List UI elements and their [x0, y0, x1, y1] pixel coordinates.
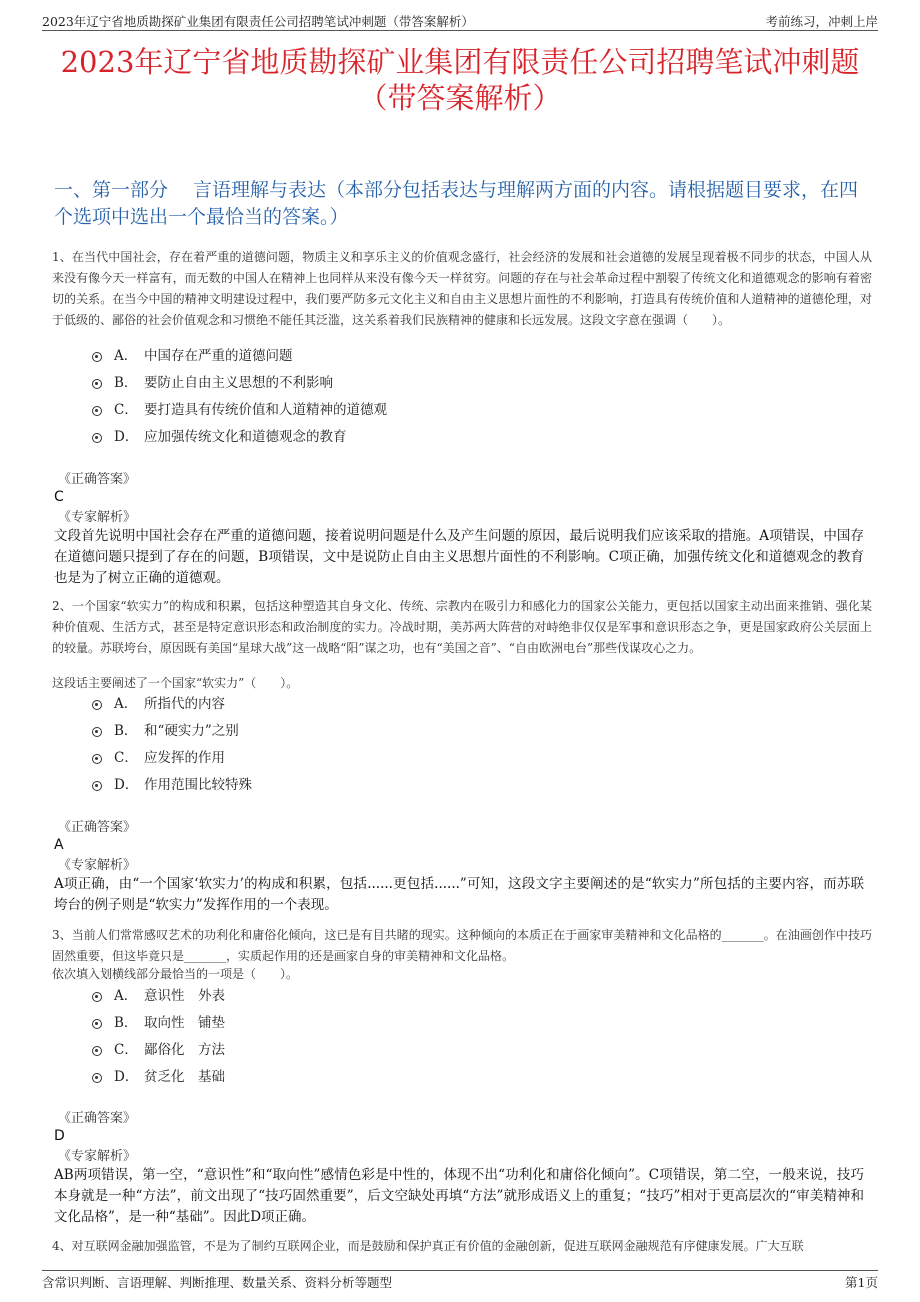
option-text: 作用范围比较特殊: [144, 777, 252, 793]
radio-icon[interactable]: [92, 727, 102, 737]
option-letter: D．: [114, 1069, 139, 1085]
radio-icon[interactable]: [92, 433, 102, 443]
question-2-text: 2、一个国家“软实力”的构成和积累，包括这种塑造其自身文化、传统、宗教内在吸引力和感化力的国家公关能力，更包括以国家主动出面来推销、强化某种价值观、生活方式，甚至是特定意识形态和政治制度的实力。冷战时期，美苏两大阵营的对峙绝非仅仅是军事和意识形态之争，更是国家政府公关层面上的较量。苏联垮台，原因既有美国“星球大战”这一战略“阳”谋之功，也有“美国之音”、“自由欧洲电台”那些伐谋攻心之力。: [52, 599, 872, 655]
question-3-text: 3、当前人们常常感叹艺术的功利化和庸俗化倾向，这已是有目共睹的现实。这种倾向的本质正在于画家审美精神和文化品格的_______。在油画创作中技巧固然重要，但这毕竟只是_______，实质起作用的还是画家自身的审美精神和文化品格。: [52, 928, 872, 963]
radio-icon[interactable]: [92, 781, 102, 791]
option-text: 鄙俗化 方法: [144, 1042, 225, 1058]
radio-icon[interactable]: [92, 754, 102, 764]
document-title-line1: 2023年辽宁省地质勘探矿业集团有限责任公司招聘笔试冲刺题: [60, 45, 860, 79]
option-text: 中国存在严重的道德问题: [144, 348, 293, 364]
question-1-text: 1、在当代中国社会，存在着严重的道德问题，物质主义和享乐主义的价值观念盛行，社会经济的发展和社会道德的发展呈现着极不同步的状态，中国人从来没有像今天一样富有，而无数的中国人在精神上也同样从来没有像今天一样贫穷。问题的存在与社会革命过程中割裂了传统文化和道德观念的影响有着密切的关系。在当今中国的精神文明建设过程中，我们要严防多元文化主义和自由主义思想片面性的不利影响，打造具有传统价值和人道精神的道德伦理，对于低级的、鄙俗的社会价值观念和习惯绝不能任其泛滥，这关系着我们民族精神的健康和长远发展。这段文字意在强调（ ）。: [52, 250, 872, 327]
option-text: 要打造具有传统价值和人道精神的道德观: [144, 402, 387, 418]
page-footer: [42, 1270, 878, 1291]
option-letter: C．: [114, 750, 138, 766]
radio-icon[interactable]: [92, 1046, 102, 1056]
option-text: 取向性 铺垫: [144, 1015, 225, 1031]
option-letter: B．: [114, 375, 138, 391]
radio-icon[interactable]: [92, 406, 102, 416]
page-number: 第1页: [845, 1275, 878, 1290]
question-1-answer: C: [54, 489, 64, 505]
option-letter: C．: [114, 402, 138, 418]
radio-icon[interactable]: [92, 700, 102, 710]
correct-answer-label: 《正确答案》: [58, 1111, 137, 1126]
option-text: 所指代的内容: [144, 696, 225, 712]
document-title: [20, 44, 900, 116]
radio-icon[interactable]: [92, 1019, 102, 1029]
radio-icon[interactable]: [92, 992, 102, 1002]
option-text: 意识性 外表: [144, 988, 225, 1004]
option-letter: B．: [114, 1015, 138, 1031]
expert-analysis-label: 《专家解析》: [58, 510, 137, 525]
radio-icon[interactable]: [92, 379, 102, 389]
document-title-line2: （带答案解析）: [358, 81, 562, 115]
option-text: 和“硬实力”之别: [144, 723, 239, 739]
expert-analysis-label: 《专家解析》: [58, 1149, 137, 1164]
option-text: 应发挥的作用: [144, 750, 225, 766]
question-2-explanation: A项正确，由“一个国家‘软实力’的构成和积累，包括......更包括......”可知，这段文字主要阐述的是“软实力”所包括的主要内容，而苏联垮台的例子则是“软实力”发挥作用的一个表现。: [54, 876, 864, 913]
header-doc-name: 2023年辽宁省地质勘探矿业集团有限责任公司招聘笔试冲刺题（带答案解析）: [42, 14, 474, 29]
option-letter: A．: [114, 696, 138, 712]
expert-analysis-label: 《专家解析》: [58, 858, 137, 873]
correct-answer-label: 《正确答案》: [58, 820, 137, 835]
page-header: [42, 12, 878, 31]
option-letter: D．: [114, 429, 139, 445]
radio-icon[interactable]: [92, 1073, 102, 1083]
option-letter: A．: [114, 988, 138, 1004]
option-letter: A．: [114, 348, 138, 364]
question-1-explanation: 文段首先说明中国社会存在严重的道德问题，接着说明问题是什么及产生问题的原因，最后说明我们应该采取的措施。A项错误，中国存在道德问题只提到了存在的问题，B项错误，文中是说防止自由主义思想片面性的不利影响。C项正确，加强传统文化和道德观念的教育也是为了树立正确的道德观。: [54, 528, 864, 586]
option-letter: B．: [114, 723, 138, 739]
section-heading: 一、第一部分 言语理解与表达（本部分包括表达与理解两方面的内容。请根据题目要求，在四个选项中选出一个最恰当的答案。）: [54, 179, 859, 228]
radio-icon[interactable]: [92, 352, 102, 362]
question-3-answer: D: [54, 1128, 65, 1144]
question-3-prompt: 依次填入划横线部分最恰当的一项是（ ）。: [52, 967, 299, 981]
header-slogan: 考前练习，冲刺上岸: [765, 14, 878, 29]
question-2-prompt: 这段话主要阐述了一个国家“软实力”（ ）。: [52, 676, 299, 690]
question-2-answer: A: [54, 837, 64, 853]
question-4-text: 4、对互联网金融加强监管，不是为了制约互联网企业，而是鼓励和保护真正有价值的金融创新，促进互联网金融规范有序健康发展。广大互联: [52, 1239, 804, 1253]
option-text: 应加强传统文化和道德观念的教育: [144, 429, 347, 445]
option-letter: C．: [114, 1042, 138, 1058]
option-text: 贫乏化 基础: [144, 1069, 225, 1085]
correct-answer-label: 《正确答案》: [58, 472, 137, 487]
footer-question-types: 含常识判断、言语理解、判断推理、数量关系、资料分析等题型: [42, 1275, 393, 1290]
question-3-explanation: AB两项错误，第一空，“意识性”和“取向性”感情色彩是中性的，体现不出“功利化和庸俗化倾向”。C项错误，第二空，一般来说，技巧本身就是一种“方法”，前文出现了“技巧固然重要”，后文空缺处再填“方法”就形成语义上的重复；“技巧”相对于更高层次的“审美精神和文化品格”，是一种“基础”。因此D项正确。: [54, 1167, 864, 1225]
option-letter: D．: [114, 777, 139, 793]
option-text: 要防止自由主义思想的不利影响: [144, 375, 333, 391]
